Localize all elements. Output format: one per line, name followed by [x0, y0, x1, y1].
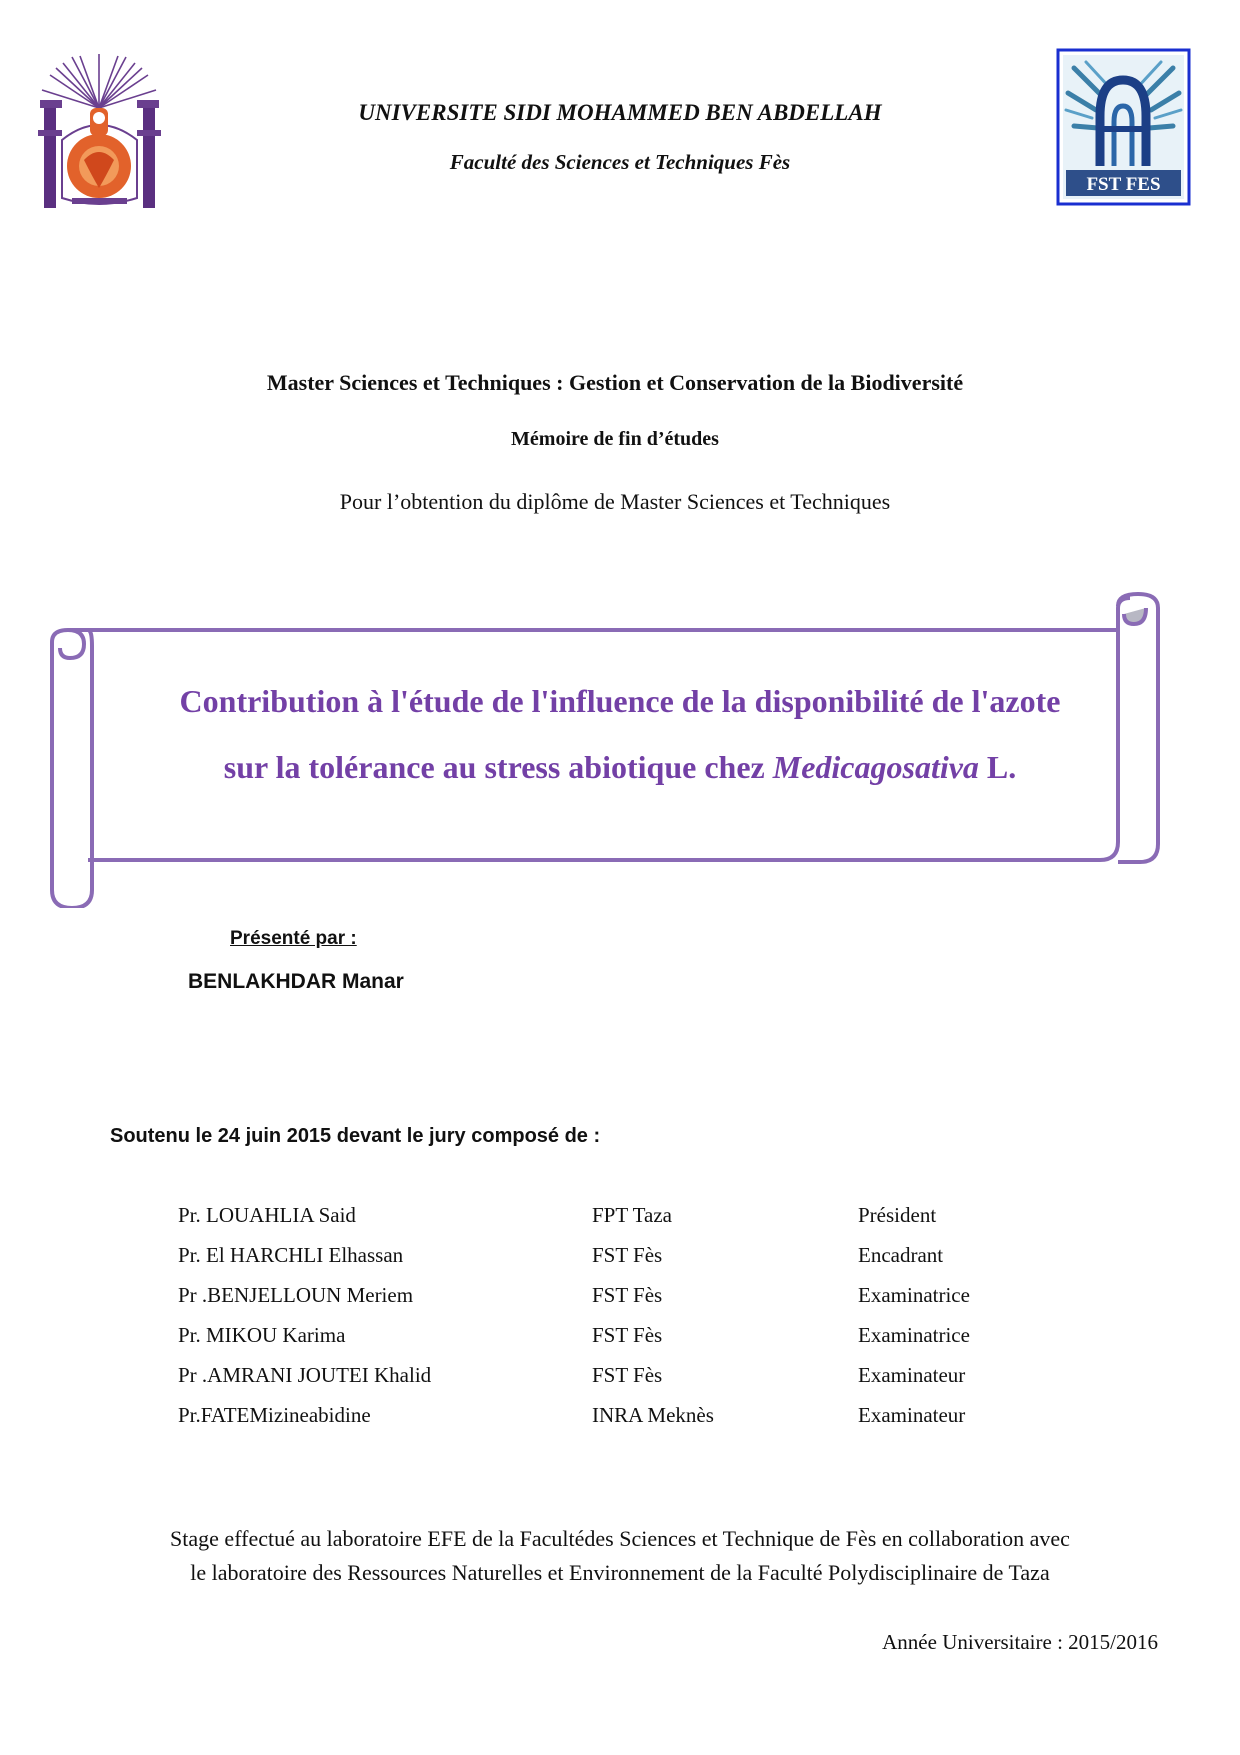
table-row — [178, 1275, 1078, 1315]
jury-member-role: Examinateur — [858, 1362, 966, 1387]
jury-member-institution: FST Fès — [592, 1242, 663, 1267]
species-name: Medicagosativa — [772, 749, 979, 785]
table-row — [178, 1235, 1078, 1275]
jury-member-name: Pr .BENJELLOUN Meriem — [178, 1282, 414, 1307]
table-row — [178, 1395, 1078, 1435]
jury-member-name: Pr. LOUAHLIA Said — [178, 1202, 356, 1227]
author-name: BENLAKHDAR Manar — [188, 970, 404, 993]
defense-statement: Soutenu le 24 juin 2015 devant le jury composé de : — [110, 1125, 601, 1147]
table-row — [178, 1195, 1078, 1235]
jury-member-name: Pr .AMRANI JOUTEI Khalid — [178, 1362, 432, 1387]
table-row — [178, 1315, 1078, 1355]
jury-member-role: Examinatrice — [858, 1322, 970, 1347]
jury-member-role: Examinatrice — [858, 1282, 970, 1307]
internship-statement — [60, 1522, 1180, 1590]
master-program: Master Sciences et Techniques : Gestion et Conservation de la Biodiversité — [266, 370, 964, 395]
academic-year: Année Universitaire : 2015/2016 — [882, 1630, 1158, 1654]
jury-member-institution: FST Fès — [592, 1362, 663, 1387]
thesis-title-line-1: Contribution à l'étude de l'influence de la disponibilité de l'azote — [179, 683, 1061, 719]
fst-logo-text: FST FES — [1086, 174, 1161, 195]
usmba-emblem-icon — [32, 48, 167, 213]
presented-by-label: Présenté par : — [230, 928, 357, 949]
jury-member-role: Examinateur — [858, 1402, 966, 1427]
title-line-2-suffix: L. — [978, 749, 1017, 785]
memoire-label: Mémoire de fin d’études — [511, 428, 719, 450]
internship-line-2: le laboratoire des Ressources Naturelles et Environnement de la Faculté Polydisciplinaire de Taza — [190, 1560, 1050, 1585]
jury-table — [178, 1195, 1078, 1435]
jury-member-role: Encadrant — [858, 1242, 944, 1267]
jury-member-institution: FPT Taza — [592, 1202, 673, 1227]
table-row — [178, 1355, 1078, 1395]
faculty-name: Faculté des Sciences et Techniques Fès — [449, 150, 791, 174]
jury-member-institution: FST Fès — [592, 1282, 663, 1307]
jury-member-institution: FST Fès — [592, 1322, 663, 1347]
internship-line-1: Stage effectué au laboratoire EFE de la Facultédes Sciences et Technique de Fès en collaboration avec — [170, 1526, 1070, 1551]
thesis-title-line-2 — [120, 749, 1120, 786]
title-line-2-prefix: sur la tolérance au stress abiotique chez — [223, 749, 773, 785]
obtention-line: Pour l’obtention du diplôme de Master Sciences et Techniques — [339, 489, 891, 514]
fst-fes-logo-icon — [1056, 48, 1191, 206]
jury-member-role: Président — [858, 1202, 937, 1227]
jury-member-name: Pr. MIKOU Karima — [178, 1322, 346, 1347]
university-name: UNIVERSITE SIDI MOHAMMED BEN ABDELLAH — [358, 100, 882, 125]
jury-member-institution: INRA Meknès — [592, 1402, 714, 1427]
jury-member-name: Pr.FATEMizineabidine — [178, 1402, 371, 1427]
jury-member-name: Pr. El HARCHLI Elhassan — [178, 1242, 404, 1267]
